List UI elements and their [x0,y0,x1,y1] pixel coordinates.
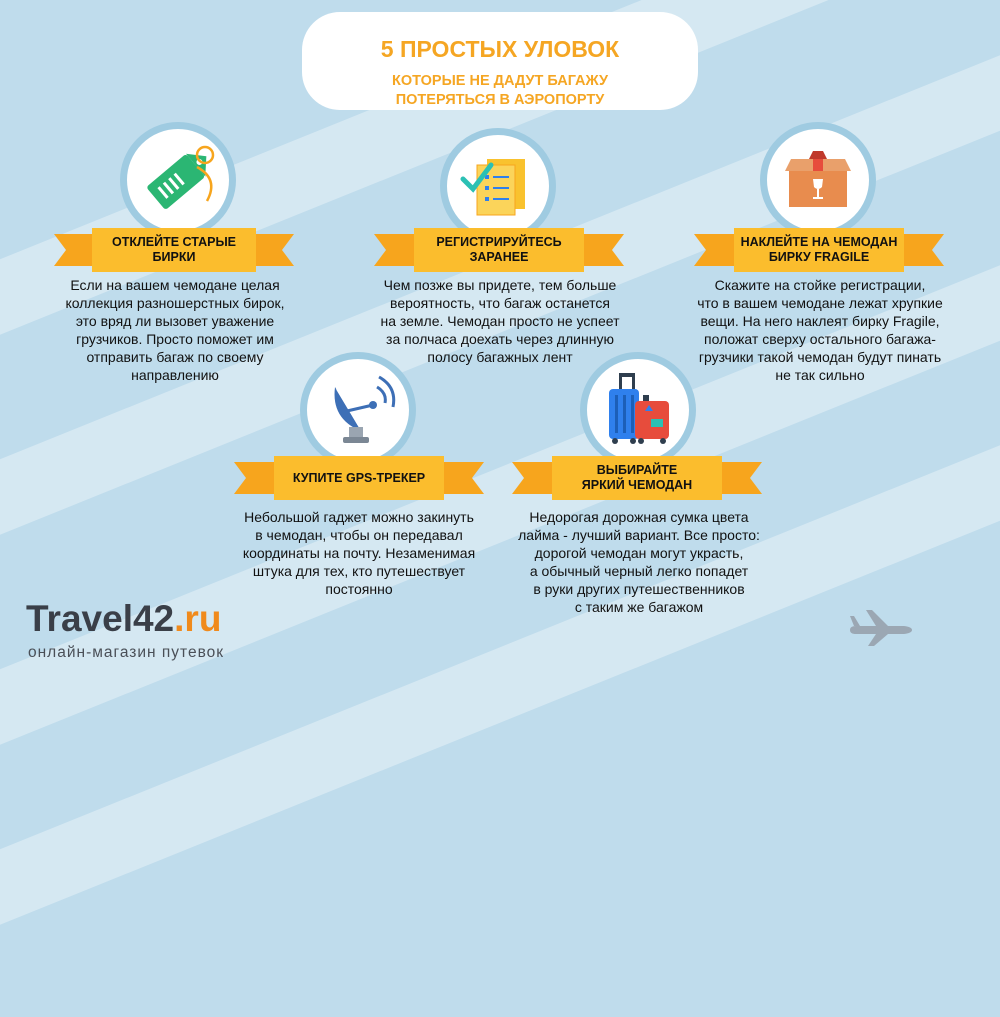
airplane-icon [846,608,916,648]
fragile-box-icon [767,129,869,231]
tip3-icon-circle [760,122,876,238]
tip3-text: Скажите на стойке регистрации, что в вашем чемодане лежат хрупкие вещи. На него наклеят бирку Fragile, положат сверху остального багажа- грузчики такой чемодан будут пинать не так сильно [697,277,943,383]
tip5-heading: ВЫБИРАЙТЕ ЯРКИЙ ЧЕМОДАН [552,456,722,500]
tip1-text: Если на вашем чемодане целая коллекция разношерстных бирок, это вряд ли вызовет уважение грузчиков. Просто поможет им отправить багаж по своему направлению [65,277,285,383]
brand-tagline: онлайн-магазин путевок [28,644,225,661]
tip1-icon-circle [120,122,236,238]
page-subtitle: КОТОРЫЕ НЕ ДАДУТ БАГАЖУ ПОТЕРЯТЬСЯ В АЭРОПОРТУ [392,73,608,108]
suitcases-icon [587,359,689,461]
header-card [302,12,698,110]
satellite-dish-icon [307,359,409,461]
tip2-heading: РЕГИСТРИРУЙТЕСЬ ЗАРАНЕЕ [414,228,584,272]
tip2-ribbon [374,228,624,272]
tip5-ribbon [512,456,762,500]
tip4-heading: КУПИТЕ GPS-ТРЕКЕР [274,456,444,500]
brand-logo[interactable] [26,598,221,640]
luggage-tag-icon [127,129,229,231]
tip2-icon-circle [440,128,556,244]
brand-name: Travel42 [26,598,175,639]
tip4-ribbon [234,456,484,500]
tip5-icon-circle [580,352,696,468]
tip3-heading: НАКЛЕЙТЕ НА ЧЕМОДАН БИРКУ FRAGILE [734,228,904,272]
brand-domain: .ru [174,598,222,639]
page-title: 5 ПРОСТЫХ УЛОВОК [380,36,620,62]
tip2-text: Чем позже вы придете, тем больше вероятность, что багаж останется на земле. Чемодан просто не успеет за полчаса доехать через длинную полосу багажных лент [380,277,620,365]
tip1-ribbon [54,228,294,272]
tip5-text: Недорогая дорожная сумка цвета лайма - лучший вариант. Все просто: дорогой чемодан могут украсть, а обычный черный легко попадет в руки других путешественников с таким же багажом [518,509,760,615]
tip4-text: Небольшой гаджет можно закинуть в чемодан, чтобы он передавал координаты на почту. Незаменимая штука для тех, кто путешествует постоянно [242,509,476,597]
checklist-icon [447,135,549,237]
tip3-ribbon [694,228,944,272]
tip4-icon-circle [300,352,416,468]
tip1-heading: ОТКЛЕЙТЕ СТАРЫЕ БИРКИ [92,228,256,272]
